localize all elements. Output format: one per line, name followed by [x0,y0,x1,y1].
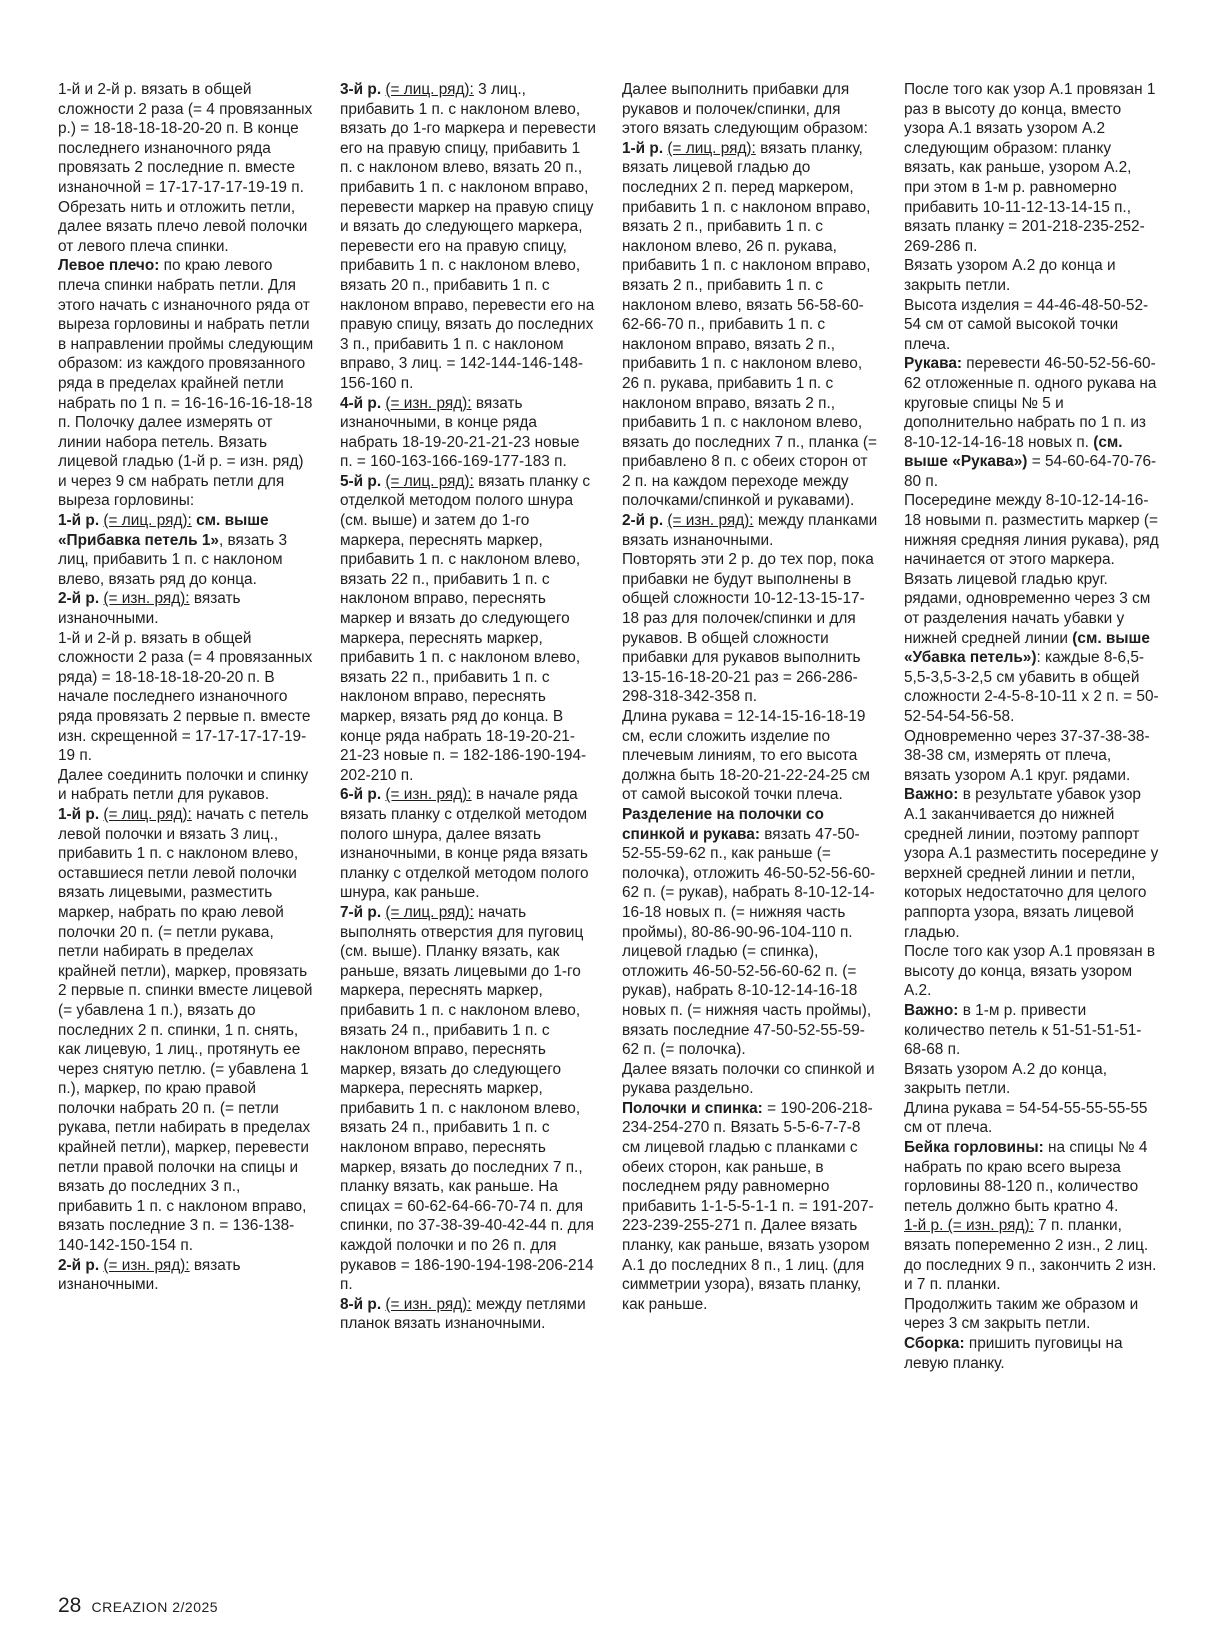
paragraph [58,805,317,1256]
paragraph [622,511,882,550]
paragraph [904,256,1160,295]
paragraph [904,1334,1160,1373]
paragraph [340,1295,596,1334]
paragraph-text: Далее выполнить прибавки для рукавов и полочек/спинки, для этого вязать следующим образом: [622,81,868,138]
bold-label: 1-й р. [58,512,100,530]
bold-label: 3-й р. [340,81,382,98]
paragraph [622,80,878,139]
row-type-label: (= изн. ряд): [385,1295,472,1313]
paragraph-text: между планками вязать изнаночными. [622,512,882,549]
paragraph-text: в 1-м р. привести количество петель к 51-51-51-51-68-68 п. [904,1001,1142,1059]
paragraph-text: Высота изделия = 44-46-48-50-52-54 см от самой высокой точки плеча. [904,296,1149,353]
paragraph-text: 1-й и 2-й р. вязать в общей сложности 2 раза (= 4 провязанных р.) = 18-18-18-18-20-20 п. В конце последнего изнаночного ряда провязать 2 последние п. вместе изнаночной = 17-17-17-17-19-19 п. Обрезать нить и отложить петли, далее вязать плечо левой полочки от левого плеча спинки. [58,81,317,255]
paragraph-text: вязать изнаночными. [58,590,245,628]
row-type-label: (= изн. ряд): [103,1256,190,1274]
paragraph [622,707,878,805]
page-footer [58,1594,218,1618]
row-type-label: (= изн. ряд): [103,590,190,608]
paragraph [622,1099,878,1315]
paragraph [904,942,1160,1001]
paragraph [340,785,596,903]
paragraph [58,1256,314,1295]
bold-label: Сборка: [904,1335,965,1352]
paragraph-text: вязать планку, вязать лицевой гладью до последних 2 п. перед маркером, прибавить 1 п. с наклоном вправо, вязать 2 п., прибавить 1 п. с наклоном влево, 26 п. рукава, прибавить 1 п. с наклоном вправо, вязать 2 п., прибавить 1 п. с наклоном влево, вязать 56-58-60-62-66-70 п., прибавить 1 п. с наклоном вправо, вязать 2 п., прибавить 1 п. с наклоном влево, 26 п. рукава, прибавить 1 п. с наклоном вправо, вязать 2 п., прибавить 1 п. с наклоном влево, вязать до последних 7 п., планка (= прибавлено 8 п. с обеих сторон от 2 п. на каждом переходе между полочками/спинкой и рукавами). [622,139,882,510]
bold-label: Рукава: [904,355,963,373]
paragraph-text: вязать изнаночными. [58,1256,245,1294]
paragraph-text: начать с петель левой полочки и вязать 3 лиц., прибавить 1 п. с наклоном влево, оставшиеся петли левой полочки вязать лицевыми, разместить маркер, набрать по краю левой полочки 20 п. (= петли рукава, петли набирать в пределах крайней петли), маркер, провязать 2 первые п. спинки вместе лицевой (= убавлена 1 п.), вязать до последних 2 п. спинки, 1 п. снять, как лицевую, 1 лиц., протянуть ее через снятую петлю. (= убавлена 1 п.), маркер, по краю правой полочки набрать 20 п. (= петли рукава, петли набирать в пределах крайней петли), маркер, перевести петли правой полочки на спицы и вязать до последних 3 п., прибавить 1 п. с наклоном вправо, вязать последние 3 п. = 136-138-140-142-150-154 п. [58,805,317,1255]
magazine-issue: CREAZION 2/2025 [91,1599,219,1615]
paragraph [904,1138,1160,1216]
paragraph [904,80,1160,256]
paragraph [58,589,314,628]
paragraph [622,1060,878,1099]
paragraph-text: Посередине между 8-10-12-14-16-18 новыми п. разместить маркер (= нижняя средняя линия рукава), ряд начинается от этого маркера. Вязать лицевой гладью круг. рядами, одновременно через 3 см от разделения начать убавки у нижней средней линии [904,492,1163,647]
column-3 [622,80,882,1314]
paragraph [622,550,878,707]
paragraph-text: в результате убавок узор А.1 заканчивается до нижней средней линии, поэтому раппорт узора А.1 разместить посередине у верхней средней линии и петли, которых недостаточно для целого раппорта узора, вязать лицевой гладью. [904,786,1163,941]
paragraph [58,256,318,511]
paragraph-text: Далее соединить полочки и спинку и набрать петли для рукавов. [58,766,313,804]
paragraph [904,1001,1160,1060]
column-1 [58,80,318,1295]
paragraph [58,511,314,589]
row-type-label: (= лиц. ряд): [385,903,474,921]
paragraph [904,1060,1160,1099]
paragraph [904,491,1163,726]
paragraph [904,1216,1160,1294]
bold-label: 2-й р. [622,512,664,530]
paragraph-text: Длина рукава = 54-54-55-55-55-55 см от плеча. [904,1099,1152,1137]
paragraph-text: начать выполнять отверстия для пуговиц (см. выше). Планку вязать, как раньше, вязать лицевыми до 1-го маркера, переснять маркер, прибавить 1 п. с наклоном влево, вязать 24 п., прибавить 1 п. с наклоном вправо, переснять маркер, вязать до следующего маркера, переснять маркер, прибавить 1 п. с наклоном влево, вязать 24 п., прибавить 1 п. с наклоном вправо, переснять маркер, вязать до последних 7 п., планку вязать, как раньше. На спицах = 60-62-64-66-70-74 п. для спинки, по 37-38-39-40-42-44 п. для каждой полочки и по 26 п. для рукавов = 186-190-194-198-206-214 п. [340,903,599,1294]
paragraph-text: 1-й и 2-й р. вязать в общей сложности 2 раза (= 4 провязанных ряда) = 18-18-18-18-20-20 п. В начале последнего изнаночного ряда провязать 2 первые п. вместе изн. скрещенной = 17-17-17-17-19-19 п. [58,629,317,765]
bold-label: Разделение на полочки со спинкой и рукава: [622,805,829,843]
page-number: 28 [58,1594,82,1617]
paragraph-text: = 190-206-218-234-254-270 п. Вязать 5-5-6-7-7-8 см лицевой гладью с планками с обеих сторон, как раньше, в последнем ряду равномерно прибавить 1-1-5-5-1-1 п. = 191-207-223-239-255-271 п. Далее вязать планку, как раньше, вязать узором А.1 до последних 8 п., 1 лиц. (для симметрии узора), вязать планку, как раньше. [622,1099,874,1313]
paragraph [622,139,882,511]
row-type-label: (= лиц. ряд): [103,805,192,823]
paragraph-text: между петлями планок вязать изнаночными. [340,1295,590,1333]
bold-label: 1-й р. [622,139,664,157]
paragraph-text: Одновременно через 37-37-38-38-38-38 см, измерять от плеча, вязать узором А.1 круг. рядами. [904,727,1150,784]
paragraph-text: в начале ряда вязать планку с отделкой методом полого шнура, далее вязать изнаночными, в конце ряда вязать планку с отделкой методом полого шнура, как раньше. [340,786,593,902]
row-type-label: (= лиц. ряд): [385,472,474,490]
paragraph [622,805,878,1060]
paragraph-text: Длина рукава = 12-14-15-16-18-19 см, если сложить изделие по плечевым линиям, то его высота должна быть 18-20-21-22-24-25 см от самой высокой точки плеча. [622,708,875,804]
paragraph-text: Далее вязать полочки со спинкой и рукава раздельно. [622,1060,879,1098]
bold-label: 4-й р. [340,394,382,412]
paragraph-text: вязать изнаночными, в конце ряда набрать 18-19-20-21-21-23 новые п. = 160-163-166-169-177-183 п. [340,394,584,471]
paragraph [904,1295,1160,1334]
bold-label: 8-й р. [340,1295,382,1313]
bold-label: Полочки и спинка: [622,1099,763,1117]
bold-label: (см. выше «Рукава») [904,433,1127,471]
bold-label: 7-й р. [340,903,382,921]
row-type-label: (= изн. ряд): [667,512,754,530]
paragraph [904,1099,1160,1138]
row-type-label: (= лиц. ряд): [667,139,756,157]
paragraph [58,766,314,805]
paragraph-text: После того как узор А.1 провязан в высоту до конца, вязать узором А.2. [904,943,1160,1000]
paragraph-text: = 54-60-64-70-76-80 п. [904,453,1157,490]
paragraph-text: Вязать узором А.2 до конца и закрыть петли. [904,257,1120,294]
column-4 [904,80,1163,1373]
paragraph [340,472,596,786]
row-type-label: (= лиц. ряд): [385,81,474,98]
row-type-label: (= изн. ряд): [385,786,472,804]
paragraph-text: 7 п. планки, вязать попеременно 2 изн., 2 лиц. до последних 9 п., закончить 2 изн. и 7 п. планки. [904,1217,1161,1294]
bold-label: 6-й р. [340,786,382,804]
paragraph [58,629,317,766]
row-type-label: 1-й р. (= изн. ряд): [904,1217,1034,1235]
bold-label: (см. выше «Убавка петель») [904,629,1155,667]
paragraph-text: перевести 46-50-52-56-60-62 отложенные п. одного рукава на круговые спицы № 5 и дополнительно набрать по 1 п. из 8-10-12-14-16-18 новых п. [904,355,1161,451]
bold-label: 2-й р. [58,590,100,608]
paragraph-text: 3 лиц., прибавить 1 п. с наклоном влево, вязать до 1-го маркера и перевести его на правую спицу, прибавить 1 п. с наклоном влево, вязать 20 п., прибавить 1 п. с наклоном вправо, перевести маркер на правую спицу и вязать до следующего маркера, перевести его на правую спицу, прибавить 1 п. с наклоном влево, вязать 20 п., прибавить 1 п. с наклоном вправо, перевести его на правую спицу, вязать до последних 3 п., прибавить 1 п. с наклоном вправо, 3 лиц. = 142-144-146-148-156-160 п. [340,81,601,392]
bold-label: 1-й р. [58,805,100,823]
bold-label: Важно: [904,786,959,804]
bold-label: Бейка горловины: [904,1139,1044,1157]
paragraph [340,394,596,472]
paragraph [904,296,1160,355]
paragraph-text: по краю левого плеча спинки набрать петли. Для этого начать с изнаночного ряда от выреза горловины и набрать петли в направлении проймы следующим образом: из каждого провязанного ряда в пределах крайней петли набрать по 1 п. = 16-16-16-16-18-18 п. Полочку далее измерять от линии набора петель. Вязать лицевой гладью (1-й р. = изн. ряд) и через 9 см набрать петли для выреза горловины: [58,257,318,510]
bold-label: 2-й р. [58,1256,100,1274]
bold-label: Левое плечо: [58,257,160,275]
paragraph [58,80,317,256]
row-type-label: (= изн. ряд): [385,394,472,412]
paragraph-text: Продолжить таким же образом и через 3 см закрыть петли. [904,1295,1143,1333]
paragraph-text: Вязать узором А.2 до конца, закрыть петли. [904,1060,1112,1098]
paragraph [904,354,1160,491]
bold-label: 5-й р. [340,472,382,490]
paragraph [340,903,599,1295]
paragraph-text: на спицы № 4 набрать по краю всего выреза горловины 88-120 п., количество петель должно быть кратно 4. [904,1139,1152,1215]
column-2 [340,80,601,1334]
paragraph [904,727,1160,786]
paragraph-text: : каждые 8-6,5-5,5-3,5-3-2,5 см убавить в общей сложности 2-4-5-8-10-11 х 2 п. = 50-52-54-54-56-58. [904,649,1159,725]
paragraph-text: После того как узор А.1 провязан 1 раз в высоту до конца, вместо узора А.1 вязать узором А.2 следующим образом: планку вязать, как раньше, узором А.2, при этом в 1-м р. равномерно прибавить 10-11-12-13-14-15 п., вязать планку = 201-218-235-252-269-286 п. [904,81,1160,255]
paragraph [904,785,1163,942]
paragraph-text: пришить пуговицы на левую планку. [904,1335,1127,1372]
paragraph-text: вязать 47-50-52-55-59-62 п., как раньше (= полочка), отложить 46-50-52-56-60-62 п. (= рукав), набрать 8-10-12-14-16-18 новых п. (= нижняя часть проймы), 80-86-90-96-104-110 п. лицевой гладью (= спинка), отложить 46-50-52-56-60-62 п. (= рукав), набрать 8-10-12-14-16-18 новых п. (= нижняя часть проймы), вязать последние 47-50-52-55-59-62 п. (= полочка). [622,825,876,1059]
paragraph [340,80,601,394]
paragraph-text: вязать планку с отделкой методом полого шнура (см. выше) и затем до 1-го маркера, переснять маркер, прибавить 1 п. с наклоном влево, вязать 22 п., прибавить 1 п. с наклоном вправо, переснять маркер и вязать до следующего маркера, переснять маркер, прибавить 1 п. с наклоном влево, вязать 22 п., прибавить 1 п. с наклоном вправо, переснять маркер, вязать ряд до конца. В конце ряда набрать 18-19-20-21-21-23 новые п. = 182-186-190-194-202-210 п. [340,472,595,784]
row-type-label: (= лиц. ряд): [103,512,192,530]
paragraph-text: , вязать 3 лиц, прибавить 1 п. с наклоном влево, вязать ряд до конца. [58,531,292,588]
paragraph-text: Повторять эти 2 р. до тех пор, пока прибавки не будут выполнены в общей сложности 10-12-13-15-17-18 раз для полочек/спинки и для рукавов. В общей сложности прибавки для рукавов выполнить 13-15-16-18-20-21 раз = 266-286-298-318-342-358 п. [622,551,879,706]
bold-label: см. выше «Прибавка петель 1» [58,512,273,549]
bold-label: Важно: [904,1001,959,1019]
